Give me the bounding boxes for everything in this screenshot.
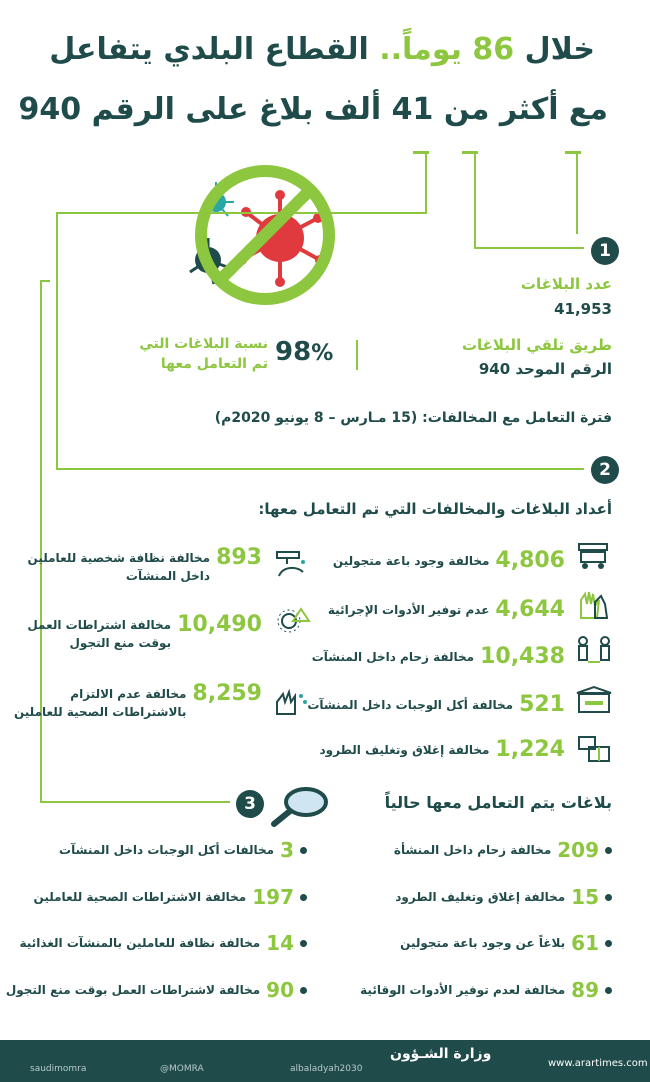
section-3-heading: بلاغات يتم التعامل معها حالياً: [384, 793, 612, 812]
magnifier-icon: [268, 786, 330, 828]
bullet-icon: [300, 987, 307, 994]
section-1-badge: 1: [591, 237, 619, 265]
connector-line: [474, 247, 584, 249]
title-underline-dash: [565, 151, 581, 154]
current-report-item: 197 مخالفة الاشتراطات الصحية للعاملين: [34, 885, 307, 909]
bullet-icon: [605, 847, 612, 854]
percent-value: 98%: [275, 337, 334, 367]
headline-line-1: خلال 86 يوماً.. القطاع البلدي يتفاعل: [49, 32, 595, 67]
reports-count-label: عدد البلاغات: [520, 275, 612, 293]
current-report-item: 209 مخالفة زحام داخل المنشأة: [394, 838, 612, 862]
current-report-item: 15 مخالفة إغلاق وتغليف الطرود: [395, 885, 612, 909]
violation-item: 10,490 مخالفة اشتراطات العمل بوقت منع التجول: [27, 612, 262, 650]
footer-bar: [0, 1040, 650, 1082]
source-watermark: www.arartimes.com: [548, 1058, 648, 1069]
channel-value: الرقم الموحد 940: [478, 360, 612, 378]
bullet-icon: [300, 940, 307, 947]
current-report-item: 3 مخالفات أكل الوجبات داخل المنشآت: [59, 838, 307, 862]
violation-item: 1,224 مخالفة إغلاق وتغليف الطرود: [319, 737, 565, 762]
bullet-icon: [605, 987, 612, 994]
people-distance-icon: [575, 636, 613, 666]
channel-label: طريق تلقي البلاغات: [461, 336, 612, 354]
section-2-badge: 2: [591, 456, 619, 484]
packages-icon: [575, 733, 613, 763]
violation-item: 10,438 مخالفة زحام داخل المنشآت: [311, 644, 565, 669]
vendor-cart-icon: [575, 540, 613, 570]
restaurant-icon: [575, 685, 613, 715]
bullet-icon: [300, 894, 307, 901]
ministry-name: وزارة الشـؤون: [390, 1046, 492, 1062]
connector-line: [40, 280, 50, 282]
bullet-icon: [605, 894, 612, 901]
bullet-icon: [605, 940, 612, 947]
connector-line: [40, 801, 230, 803]
current-report-item: 14 مخالفة نظافة للعاملين بالمنشآت الغذائية: [20, 931, 307, 955]
divider: [356, 340, 358, 370]
violation-item: 893 مخالفة نظافة شخصية للعاملين داخل المنشآت: [27, 545, 262, 583]
connector-line: [40, 280, 42, 802]
headline-highlight: 86 يوماً..: [379, 32, 515, 67]
connector-line: [56, 468, 584, 470]
social-handle[interactable]: @MOMRA: [160, 1064, 204, 1074]
current-report-item: 90 مخالفة لاشتراطات العمل بوقت منع التجول: [6, 978, 307, 1002]
violation-item: 8,259 مخالفة عدم الالتزام بالاشتراطات الصحية للعاملين: [13, 681, 262, 719]
current-report-item: 89 مخالفة لعدم توفير الأدوات الوقائية: [360, 978, 612, 1002]
current-report-item: 61 بلاغاً عن وجود باعة متجولين: [400, 931, 612, 955]
gloves-icon: [575, 590, 613, 620]
handling-period: فترة التعامل مع المخالفات: (15 مـارس – 8 يونيو 2020م): [214, 410, 612, 426]
percent-label: نسبة البلاغات التي تم التعامل معها: [139, 336, 268, 372]
hand-wash-icon: [273, 548, 311, 578]
headline-line-2: مع أكثر من 41 ألف بلاغ على الرقم 940: [18, 92, 608, 127]
violation-item: 521 مخالفة أكل الوجبات داخل المنشآت: [307, 692, 565, 717]
section-3-badge: 3: [236, 790, 264, 818]
reports-count-value: 41,953: [554, 300, 612, 318]
violation-item: 4,644 عدم توفير الأدوات الإجرائية: [327, 597, 565, 622]
violation-item: 4,806 مخالفة وجود باعة متجولين: [332, 548, 565, 573]
social-handle[interactable]: saudimomra: [30, 1064, 87, 1074]
connector-line: [56, 212, 427, 214]
social-handle[interactable]: albaladyah2030: [290, 1064, 363, 1074]
virus-warning-icon: [273, 605, 311, 635]
connector-line: [576, 154, 578, 234]
bullet-icon: [300, 847, 307, 854]
connector-line: [474, 154, 476, 249]
connector-line: [56, 212, 58, 470]
hand-sanitize-icon: [273, 688, 311, 718]
section-2-heading: أعداد البلاغات والمخالفات التي تم التعامل معها:: [258, 500, 612, 518]
no-virus-icon: [180, 160, 350, 310]
connector-line: [425, 154, 427, 214]
